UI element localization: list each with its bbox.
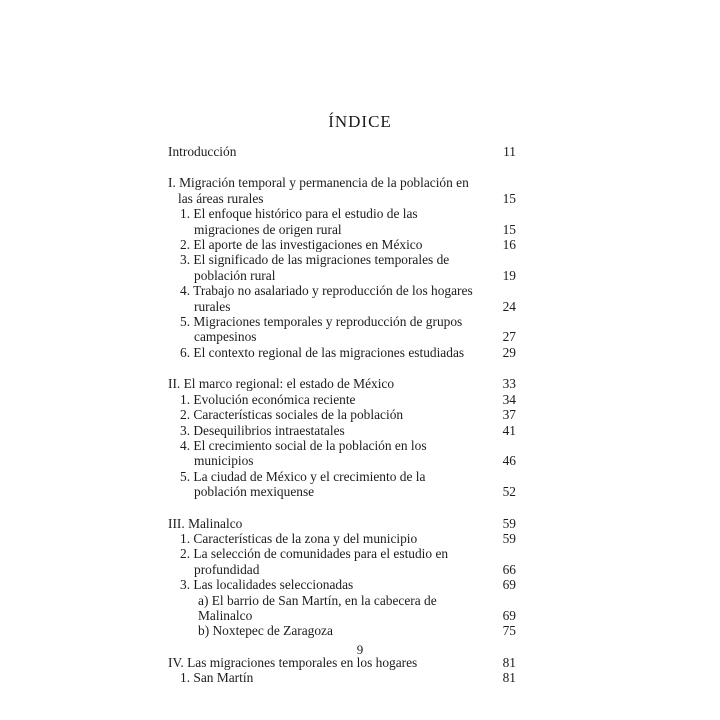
toc-entry (168, 407, 516, 422)
toc-section (168, 144, 516, 159)
toc-entry-title: 1. Características de la zona y del municipio (180, 530, 418, 546)
toc-entry (168, 577, 516, 592)
toc-entry-title: 3. El significado de las migraciones temporales de población rural (180, 252, 450, 283)
toc-entry-page: 29 (502, 344, 516, 360)
toc-entry (168, 516, 516, 531)
toc-entry (168, 438, 516, 469)
toc-entry-title: 3. Las localidades seleccionadas (180, 577, 354, 593)
toc-entry-title: 6. El contexto regional de las migraciones estudiadas (180, 344, 465, 360)
toc-entry (168, 376, 516, 391)
toc-entry-page: 34 (502, 391, 516, 407)
toc-section (168, 376, 516, 499)
toc-entry-title: 1. Evolución económica reciente (180, 391, 356, 407)
toc-entry-title: 5. La ciudad de México y el crecimiento de la población mexiquense (180, 468, 426, 500)
toc-entry (168, 531, 516, 546)
toc-entry (168, 252, 516, 283)
toc-section (168, 175, 516, 360)
toc-entry (168, 314, 516, 345)
toc-entry (168, 345, 516, 360)
toc-entry-page: 75 (502, 623, 516, 639)
toc-entry-title: 2. El aporte de las investigaciones en México (180, 237, 423, 253)
toc-entry-title: 4. Trabajo no asalariado y reproducción de los hogares rurales (180, 283, 473, 314)
toc-entry (168, 392, 516, 407)
toc-entry (168, 283, 516, 314)
toc-entry-page: 15 (502, 190, 516, 206)
toc-entry-title: 2. Características sociales de la población (180, 407, 404, 423)
toc-entry (168, 469, 516, 500)
toc-entry-page: 19 (502, 267, 516, 283)
toc-entry-title: III. Malinalco (168, 515, 243, 531)
toc-entry-page: 27 (502, 329, 516, 345)
page-title: ÍNDICE (328, 112, 392, 131)
toc-entry (168, 175, 516, 206)
toc-entry-page: 59 (502, 530, 516, 546)
toc-entry-page: 69 (502, 577, 516, 593)
toc-entry (168, 670, 516, 685)
page-number: 9 (356, 642, 364, 657)
toc-entry-title: 5. Migraciones temporales y reproducción de grupos campesinos (180, 314, 463, 345)
table-of-contents (168, 144, 516, 686)
toc-entry-title: 1. San Martín (180, 670, 254, 686)
toc-entry-title: b) Noxtepec de Zaragoza (198, 623, 333, 639)
toc-section (168, 655, 516, 686)
toc-entry-page: 24 (502, 298, 516, 314)
toc-entry-page: 81 (502, 670, 516, 686)
toc-entry-page: 11 (503, 144, 516, 159)
toc-entry-page: 16 (502, 237, 516, 253)
toc-entry-title: 2. La selección de comunidades para el estudio en profundidad (180, 546, 449, 577)
toc-entry-page: 15 (502, 221, 516, 237)
toc-entry (168, 546, 516, 577)
toc-entry (168, 206, 516, 237)
toc-entry-page: 41 (502, 422, 516, 438)
toc-entry-title: II. El marco regional: el estado de México (168, 376, 395, 392)
toc-entry (168, 237, 516, 252)
toc-entry-page: 69 (502, 607, 516, 623)
toc-entry (168, 593, 516, 624)
toc-entry (168, 144, 516, 159)
toc-entry-title: 4. El crecimiento social de la población en los municipios (180, 437, 427, 469)
toc-entry-page: 66 (502, 561, 516, 577)
toc-entry-title: a) El barrio de San Martín, en la cabecera de Malinalco (198, 592, 437, 623)
toc-entry-title: 3. Desequilibrios intraestatales (180, 422, 345, 438)
toc-entry-page: 59 (502, 515, 516, 531)
toc-entry-title: IV. Las migraciones temporales en los hogares (168, 654, 418, 670)
toc-entry (168, 423, 516, 438)
toc-entry-title: 1. El enfoque histórico para el estudio de las migraciones de origen rural (180, 206, 418, 237)
toc-section (168, 516, 516, 639)
toc-entry-page: 37 (502, 407, 516, 423)
toc-entry-page: 81 (502, 654, 516, 670)
toc-entry (168, 623, 516, 638)
toc-entry-title: I. Migración temporal y permanencia de la población en las áreas rurales (168, 175, 469, 206)
toc-entry-page: 46 (502, 453, 516, 469)
toc-entry-page: 52 (502, 484, 516, 500)
toc-entry-title: Introducción (168, 144, 237, 159)
toc-entry-page: 33 (502, 376, 516, 392)
